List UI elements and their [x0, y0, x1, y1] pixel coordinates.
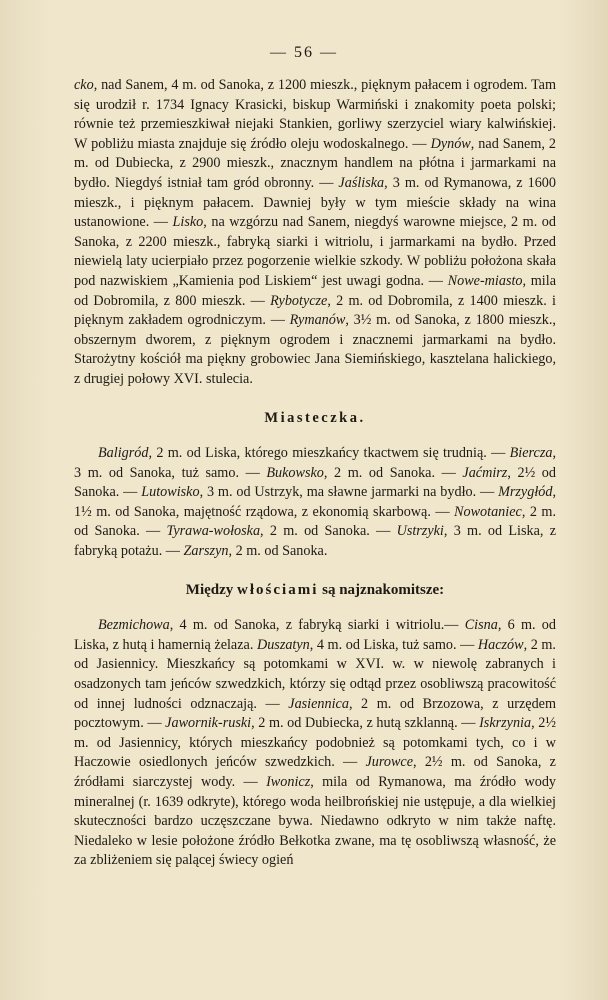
text-run: , 3 m. od Liska, z fabryką potażu. —: [74, 523, 556, 560]
place-name: Zarszyn: [183, 543, 229, 560]
place-name: Lutowisko: [141, 484, 200, 501]
text-run: , 2 m. od Sanoka. —: [323, 464, 463, 481]
text-run: , nad Sanem, 2 m. od Dubiecka, z 2900 mieszk., znacznym handlem na płótna i jarmarkami na bydło. Niegdyś istniał tam gród obronny. —: [74, 135, 556, 191]
place-name: Dynów: [430, 135, 471, 152]
place-name: Bukowsko: [266, 464, 324, 481]
place-name: Nowe-miasto: [447, 272, 523, 289]
text-run: , 4 m. od Liska, tuż samo. —: [309, 636, 478, 653]
page-content: [74, 76, 556, 871]
place-name: Jasiennica: [288, 695, 349, 712]
page-number: — 56 —: [270, 44, 338, 61]
place-name: Tyrawa-wołoska: [166, 523, 261, 540]
place-name: Jawornik-ruski: [165, 715, 252, 732]
place-name: Iskrzynia: [479, 715, 532, 732]
text-run: , 2½ od Sanoka. —: [74, 464, 556, 501]
text-run: , 2 m. od Dobromila, z 1400 mieszk. i pięknym zakładem ogrodniczym. —: [74, 292, 556, 329]
place-name: Jurowce: [365, 754, 414, 771]
text-run: , 1½ m. od Sanoka, majętność rządowa, z ekonomią skarbową. —: [74, 484, 556, 520]
text-run: , 2 m. od Sanoka. —: [74, 503, 556, 540]
place-name: Bezmichowa: [98, 617, 170, 634]
heading-wlosci-post: są najznakomitsze:: [318, 581, 445, 598]
paragraph-miasteczka: [74, 444, 556, 562]
text-run: , 2 m. od Brzozowa, z urzędem pocztowym. —: [74, 695, 557, 732]
text-run: , mila od Dobromila, z 800 mieszk. —: [74, 272, 556, 309]
text-run: , mila od Rymanowa, ma źródło wody mineralnej (r. 1639 odkryte), którego woda heilbrońskiej nie ustępuje, a dla wielkiej skuteczności bardzo uczęszczane bywa. Niedawno odkryto w nim także naftę. Niedaleko w lesie położone źródło Bełkotka zwane, ma tę osobliwszą własność, że za zbliżeniem się palącej świecy ogień: [74, 774, 557, 869]
heading-wlosci-spaced: włościami: [237, 581, 319, 598]
place-name: Rybotycze: [270, 292, 328, 309]
text-run: , 2½ m. od Sanoka, z źródłami siarczystej wody. —: [74, 754, 556, 790]
text-run: , 2½ m. od Jasiennicy, których mieszkańcy podobnież są potomkami tych, co i w Haczowie osiedlonych jeńców szwedzkich. —: [74, 715, 556, 771]
place-name: Duszatyn: [256, 636, 310, 653]
paragraph-wlosci: [74, 616, 556, 871]
text-run: , 3 m. od Rymanowa, z 1600 mieszk., i pięknym pałacem. Dawniej były w tym mieście składy na wina ustanowione. —: [74, 174, 556, 231]
place-name: Rymanów: [289, 312, 346, 329]
place-name: Mrzygłód: [498, 484, 553, 501]
paragraph-towns: [74, 76, 556, 390]
heading-wlosci-pre: Między: [185, 581, 238, 598]
text-run: , 3½ m. od Sanoka, z 1800 mieszk., obszernym dworem, z pięknym ogrodem i znacznemi jarmarkami na bydło. Starożytny kościół ma piękny grobowiec Jana Siemińskiego, kasztelana halickiego, z drugiej połowy XVI. stulecia.: [74, 312, 556, 387]
place-name: Nowotaniec: [454, 503, 522, 520]
place-name: Jaćmirz: [462, 464, 508, 481]
section-heading-miasteczka: Miasteczka.: [264, 409, 366, 426]
text-run: , 3 m. od Ustrzyk, ma sławne jarmarki na bydło. —: [199, 484, 499, 501]
place-name: Ustrzyki: [396, 523, 444, 540]
place-name: Haczów: [477, 636, 524, 653]
section-heading-wlosci: [74, 581, 556, 601]
place-name: Iwonicz: [266, 774, 311, 790]
text-run: , 2 m. od Jasiennicy. Mieszkańcy są potomkami w XVI. w. w niewolę zabranych i osadzonych tam jeńców szwedzkich, którzy się odtąd przez osobliwszą pracowitość od innej ludności odznaczają. —: [74, 636, 556, 712]
text-run: , nad Sanem, 4 m. od Sanoka, z 1200 mieszk., pięknym pałacem i ogrodem. Tam się urodził r. 1734 Ignacy Krasicki, biskup Warmiński i znakomity poeta polski; równie też przemieszkiwał niejaki Stankien, gorliwy szerzyciel wiary kalwińskiej. W pobliżu miasta znajduje się źródło oleju wodoskalnego. —: [74, 77, 556, 152]
place-name: cko: [74, 77, 94, 93]
text-run: , 2 m. od Sanoka. —: [260, 523, 397, 540]
place-name: Biercza: [509, 445, 553, 462]
text-run: , 2 m. od Dubiecka, z hutą szklanną. —: [251, 715, 480, 732]
text-run: , 2 m. od Sanoka.: [228, 543, 328, 560]
place-name: Lisko: [172, 214, 204, 231]
place-name: Cisna: [464, 617, 498, 634]
text-run: , 6 m. od Liska, z hutą i hamernią żelaza.: [74, 617, 556, 653]
text-run: , na wzgórzu nad Sanem, niegdyś warowne miejsce, 2 m. od Sanoka, z 2200 mieszk., fabryką siarki i witriolu, i jarmarkami na bydło. Przed niewielą laty ucierpiało przez pogorzenie wielkie szkody. W pobliżu położona skała pod nazwiskiem „Kamienia pod Liskiem“ jest uwagi godna. —: [74, 214, 556, 289]
text-run: , 3 m. od Sanoka, tuż samo. —: [74, 445, 556, 481]
place-name: Baligród: [98, 445, 149, 462]
text-run: , 2 m. od Liska, którego mieszkańcy tkactwem się trudnią. —: [148, 445, 510, 462]
text-run: , 4 m. od Sanoka, z fabryką siarki i witriolu.—: [169, 617, 465, 634]
place-name: Jaśliska: [338, 174, 385, 191]
